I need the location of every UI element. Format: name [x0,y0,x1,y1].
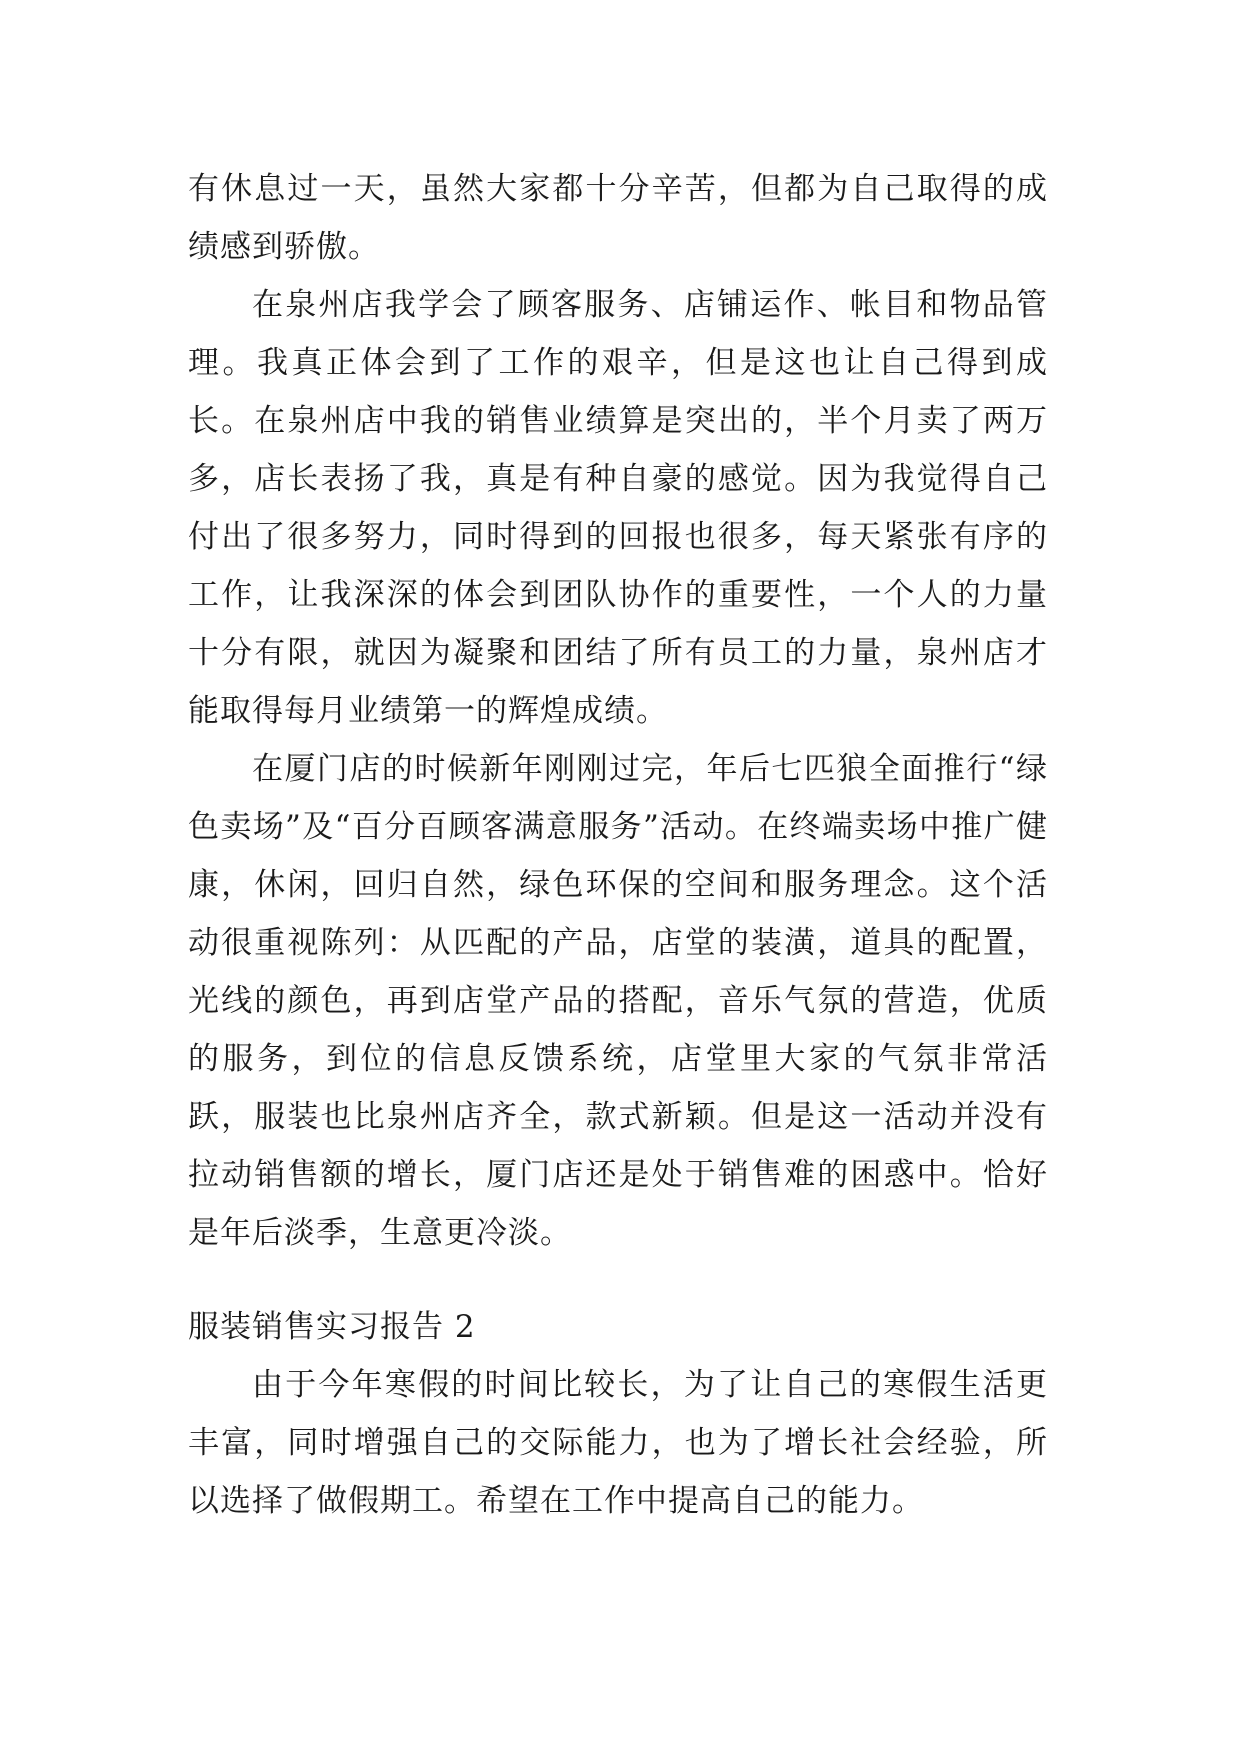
paragraph-quanzhou-store: 在泉州店我学会了顾客服务、店铺运作、帐目和物品管理。我真正体会到了工作的艰辛，但是这也让自己得到成长。在泉州店中我的销售业绩算是突出的，半个月卖了两万多，店长表扬了我，真是有种自豪的感觉。因为我觉得自己付出了很多努力，同时得到的回报也很多，每天紧张有序的工作，让我深深的体会到团队协作的重要性，一个人的力量十分有限，就因为凝聚和团结了所有员工的力量，泉州店才能取得每月业绩第一的辉煌成绩。 [188,287,1048,729]
paragraph-xiamen-store: 在厦门店的时候新年刚刚过完，年后七匹狼全面推行“绿色卖场”及“百分百顾客满意服务”活动。在终端卖场中推广健康，休闲，回归自然，绿色环保的空间和服务理念。这个活动很重视陈列：从匹配的产品，店堂的装潢，道具的配置，光线的颜色，再到店堂产品的搭配，音乐气氛的营造，优质的服务，到位的信息反馈系统，店堂里大家的气氛非常活跃，服装也比泉州店齐全，款式新颖。但是这一活动并没有拉动销售额的增长，厦门店还是处于销售难的困惑中。恰好是年后淡季，生意更冷淡。 [188,751,1048,1251]
paragraph-continuation: 有休息过一天，虽然大家都十分辛苦，但都为自己取得的成绩感到骄傲。 [188,171,1048,265]
document-page [188,160,1048,1530]
paragraph-winter-vacation: 由于今年寒假的时间比较长，为了让自己的寒假生活更丰富，同时增强自己的交际能力，也为了增长社会经验，所以选择了做假期工。希望在工作中提高自己的能力。 [188,1367,1048,1519]
section-heading: 服装销售实习报告 2 [188,1309,476,1345]
